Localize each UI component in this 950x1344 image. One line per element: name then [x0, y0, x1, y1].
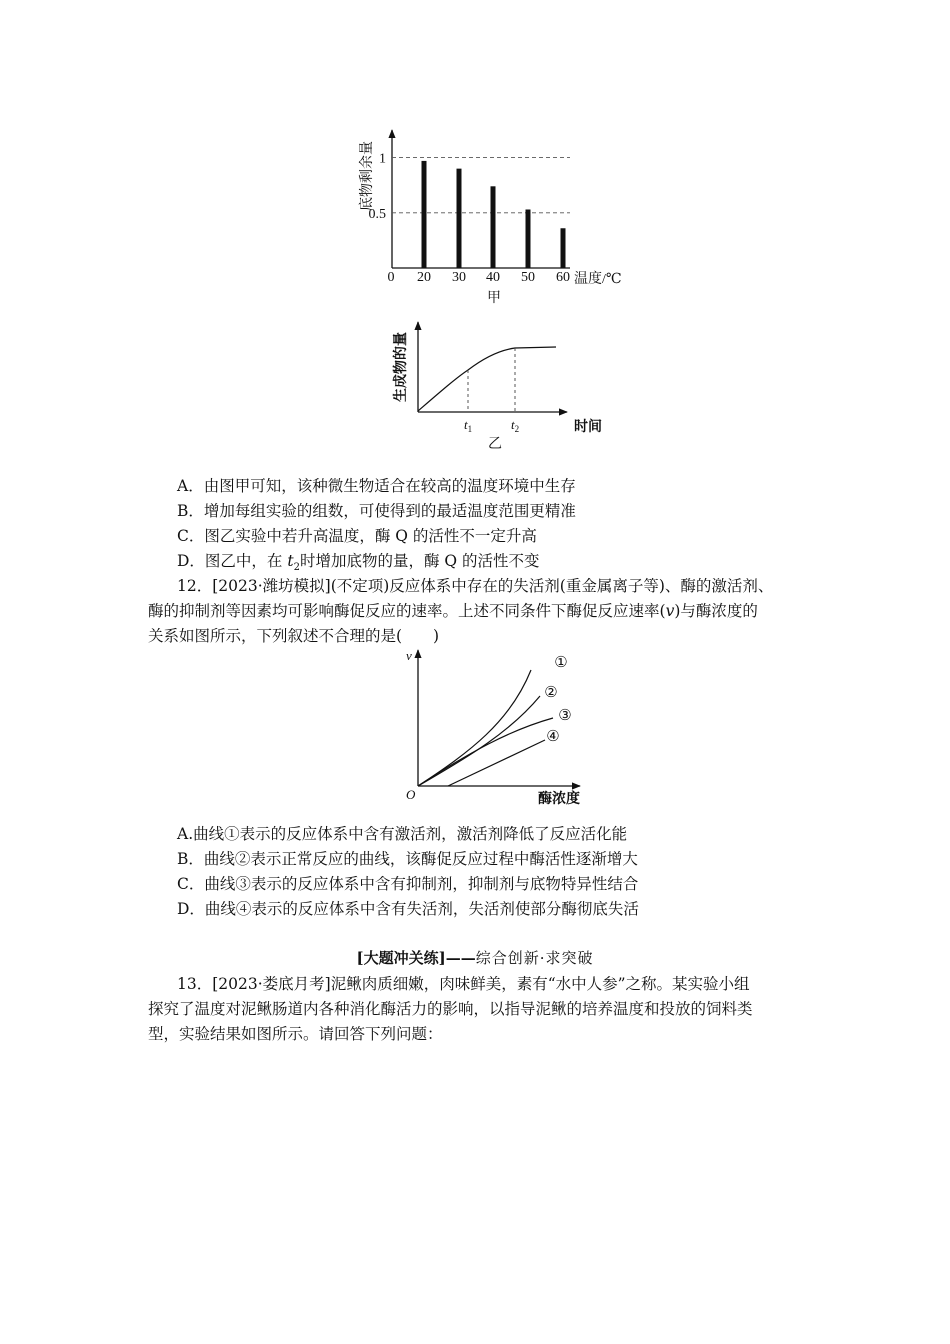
origin-label: 0: [387, 270, 395, 285]
x-axis-label: 酶浓度: [538, 792, 580, 807]
y-tick-label: 0.5: [368, 206, 386, 222]
q11-option-a: A．由图甲可知，该种微生物适合在较高的温度环境中生存: [177, 477, 576, 495]
curve-label-1: ①: [554, 655, 568, 671]
section-heading: [大题冲关练]——综合创新·求突破: [356, 949, 594, 967]
x-tick-label: 30: [452, 270, 466, 285]
y-axis-label: 生成物的量: [394, 332, 409, 402]
curve-4: [448, 740, 545, 786]
curve-label-2: ②: [544, 685, 558, 701]
x-tick-label: 40: [486, 270, 500, 285]
chart-caption: 乙: [488, 437, 502, 452]
curve-1: [418, 670, 531, 786]
x-tick-label: 50: [521, 270, 535, 285]
q13-stem-line3: 型，实验结果如图所示。请回答下列问题：: [148, 1025, 443, 1043]
q12-option-d: D．曲线④表示的反应体系中含有失活剂，失活剂使部分酶彻底失活: [177, 900, 639, 918]
t2-label: $t_2$: [511, 417, 520, 434]
q11-option-d: D．图乙中，在 $t_2$时增加底物的量，酶 Q 的活性不变: [177, 552, 540, 574]
curve-label-4: ④: [546, 729, 560, 745]
q11-option-b: B．增加每组实验的组数，可使得到的最适温度范围更精准: [177, 502, 576, 520]
q12-option-c: C．曲线③表示的反应体系中含有抑制剂，抑制剂与底物特异性结合: [177, 875, 639, 893]
q11-option-c: C．图乙实验中若升高温度，酶 Q 的活性不一定升高: [177, 527, 537, 545]
q13-stem-line1: 13．[2023·娄底月考]泥鳅肉质细嫩，肉味鲜美，素有“水中人参”之称。某实验小组: [177, 975, 750, 993]
y-axis-label: 底物剩余量: [360, 141, 375, 211]
q12-stem-line3: 关系如图所示，下列叙述不合理的是( ): [148, 627, 440, 645]
q12-option-b: B．曲线②表示正常反应的曲线，该酶促反应过程中酶活性逐渐增大: [177, 850, 638, 868]
x-axis-label: 温度/℃: [574, 272, 622, 287]
curve-label-3: ③: [558, 708, 572, 724]
t1-label: $t_1$: [464, 417, 473, 434]
origin-label: O: [406, 787, 416, 802]
q13-stem-line2: 探究了温度对泥鳅肠道内各种消化酶活力的影响，以指导泥鳅的培养温度和投放的饲料类: [148, 1000, 753, 1018]
x-tick-label: 20: [417, 270, 431, 285]
x-axis-label: 时间: [574, 420, 602, 435]
x-tick-label: 60: [556, 270, 570, 285]
q12-stem-line2: 酶的抑制剂等因素均可影响酶促反应的速率。上述不同条件下酶促反应速率(v)与酶浓度的: [148, 602, 758, 620]
y-tick-label: 1: [379, 151, 386, 167]
q12-stem-line1: 12．[2023·潍坊模拟](不定项)反应体系中存在的失活剂(重金属离子等)、酶的激活剂、: [177, 577, 774, 595]
chart-caption: 甲: [487, 291, 501, 306]
curve-3: [418, 718, 553, 786]
q12-option-a: A.曲线①表示的反应体系中含有激活剂，激活剂降低了反应活化能: [177, 825, 628, 843]
y-axis-label: v: [406, 648, 412, 663]
